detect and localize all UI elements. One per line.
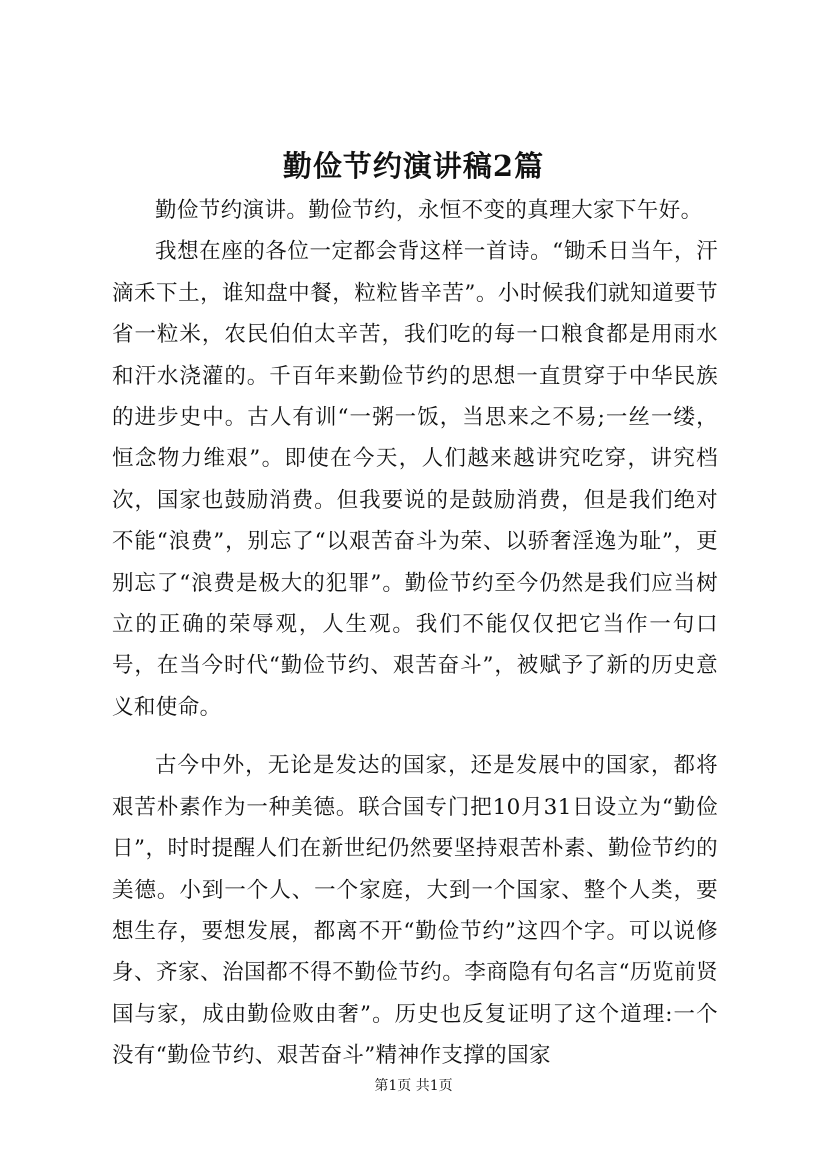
paragraph-3: 古今中外，无论是发达的国家，还是发展中的国家，都将艰苦朴素作为一种美德。联合国专门把10月31日设立为“勤俭日”，时时提醒人们在新世纪仍然要坚持艰苦朴素、勤俭节约的美德。小到一个人、一个家庭，大到一个国家、整个人类，要想生存，要想发展，都离不开“勤俭节约”这四个字。可以说修身、齐家、治国都不得不勤俭节约。李商隐有句名言“历览前贤国与家，成由勤俭败由奢”。历史也反复证明了这个道理:一个没有“勤俭节约、艰苦奋斗”精神作支撑的国家: [112, 753, 718, 1069]
page-footer: 第1页 共1页: [374, 1078, 453, 1094]
paragraph-2: 我想在座的各位一定都会背这样一首诗。“锄禾日当午，汗滴禾下土，谁知盘中餐，粒粒皆辛苦”。小时候我们就知道要节省一粒米，农民伯伯太辛苦，我们吃的每一口粮食都是用雨水和汗水浇灌的。千百年来勤俭节约的思想一直贯穿于中华民族的进步史中。古人有训“一粥一饭，当思来之不易;一丝一缕，恒念物力维艰”。即使在今天，人们越来越讲究吃穿，讲究档次，国家也鼓励消费。但我要说的是鼓励消费，但是我们绝对不能“浪费”，别忘了“以艰苦奋斗为荣、以骄奢淫逸为耻”，更别忘了“浪费是极大的犯罪”。勤俭节约至今仍然是我们应当树立的正确的荣辱观，人生观。我们不能仅仅把它当作一句口号，在当今时代“勤俭节约、艰苦奋斗”，被赋予了新的历史意义和使命。: [112, 239, 718, 720]
document-body: [112, 190, 718, 1077]
document-title: 勤俭节约演讲稿2篇: [282, 149, 545, 183]
paragraph-1: 勤俭节约演讲。勤俭节约，永恒不变的真理大家下午好。: [155, 198, 703, 223]
